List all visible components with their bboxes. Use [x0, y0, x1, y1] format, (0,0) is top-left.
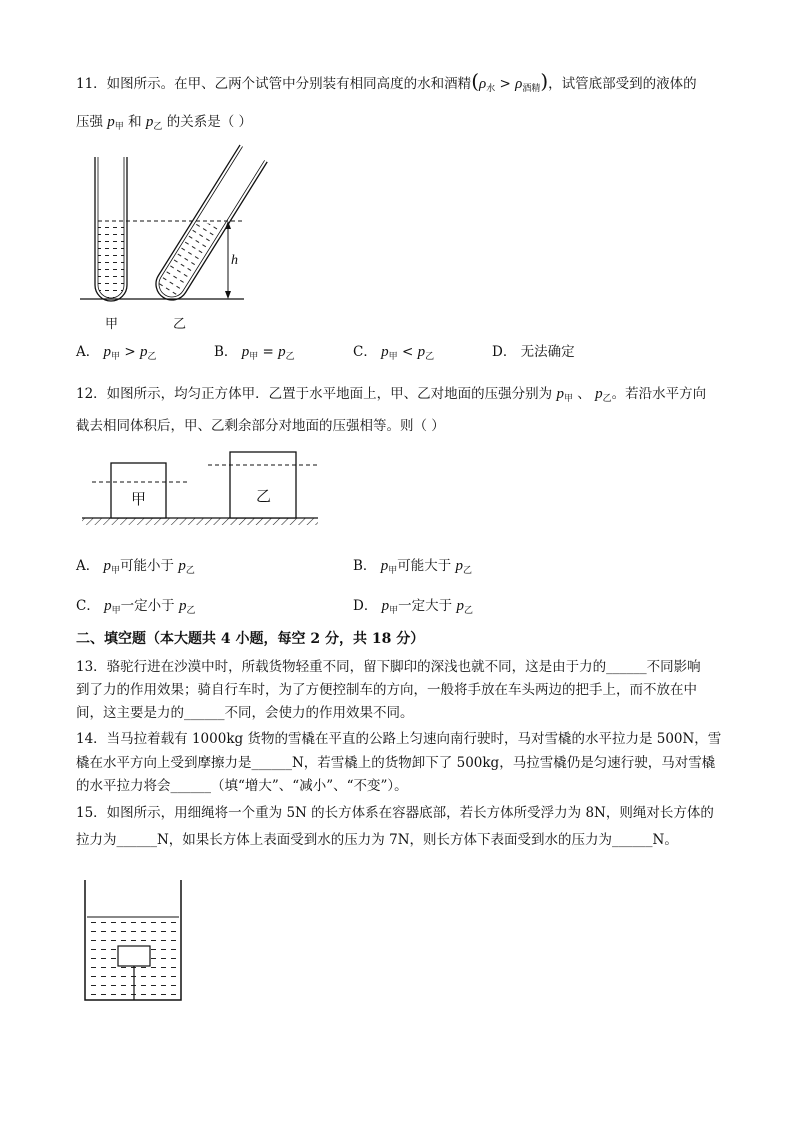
sub-jia: 甲	[388, 566, 398, 576]
q14-line: 14．当马拉着载有 1000kg 货物的雪橇在平直的公路上匀速向南行驶时，马对雪橇的水平拉力是 500N，雪	[76, 731, 722, 747]
section-heading: 二、填空题（本大题共 4 小题，每空 2 分，共 18 分）	[76, 631, 425, 647]
q12-line1-a: 12．如图所示，均匀正方体甲．乙置于水平地面上，甲、乙对地面的压强分别为	[76, 386, 553, 402]
p-symbol: p	[278, 344, 286, 360]
option-text: 可能大于	[397, 558, 452, 574]
option-label: A．	[76, 558, 100, 574]
sub-yi: 乙	[185, 566, 195, 576]
relation-sign: >	[124, 344, 136, 360]
cube-yi-label: 乙	[256, 487, 272, 505]
option-label: C．	[353, 344, 377, 360]
sub-yi: 乙	[285, 352, 295, 362]
option-label: C．	[76, 598, 100, 614]
q15-line: 15．如图所示，用细绳将一个重为 5N 的长方体系在容器底部，若长方体所受浮力为 8N，则绳对长方体的	[76, 805, 714, 821]
q12-line1-b: 。若沿水平方向	[611, 386, 707, 402]
paren-close: )	[540, 69, 549, 93]
paren-open: (	[471, 69, 479, 93]
tube-jia-label: 甲	[105, 317, 119, 332]
p-symbol: p	[456, 598, 464, 614]
sub-yi: 乙	[602, 394, 612, 404]
q13-line: 13．骆驼行进在沙漠中时，所载货物轻重不同，留下脚印的深浅也就不同，这是由于力的______不同影响	[76, 659, 701, 675]
sub-jia: 甲	[563, 394, 573, 404]
sub-yi: 乙	[463, 566, 473, 576]
sub-yi: 乙	[425, 352, 435, 362]
p-symbol: p	[107, 114, 115, 130]
sub-jia: 甲	[111, 352, 121, 362]
p-symbol: p	[178, 558, 186, 574]
q14-line: 橇在水平方向上受到摩擦力是______N，若雪橇上的货物卸下了 500kg，马拉雪橇仍是匀速行驶，马对雪橇	[76, 755, 716, 771]
q11-stem-b: ，试管底部受到的液体的	[548, 76, 697, 92]
sub-yi: 乙	[186, 606, 196, 616]
sub-jia: 甲	[389, 606, 399, 616]
option-label: D．	[353, 598, 378, 614]
p-symbol: p	[417, 344, 426, 360]
p-symbol: p	[241, 344, 250, 360]
q11-line2-b: 的关系是（ ）	[166, 114, 253, 130]
sub-water: 水	[486, 84, 496, 94]
q11-stem-a: 11．如图所示。在甲、乙两个试管中分别装有相同高度的水和酒精	[76, 76, 472, 92]
option-label: B．	[214, 344, 238, 360]
p-symbol: p	[178, 598, 187, 614]
separator: 、	[577, 386, 591, 402]
option-text: 无法确定	[520, 344, 575, 360]
tube-yi-label: 乙	[173, 317, 187, 332]
q12-line2: 截去相同体积后，甲、乙剩余部分对地面的压强相等。则（ ）	[76, 418, 445, 434]
h-label: h	[231, 253, 238, 268]
sub-yi: 乙	[153, 122, 163, 132]
q11-line2-a: 压强	[76, 114, 103, 130]
rho-symbol: ρ	[479, 76, 487, 92]
sub-jia: 甲	[111, 606, 121, 616]
p-symbol: p	[595, 386, 603, 402]
p-symbol: p	[103, 558, 112, 574]
p-symbol: p	[455, 558, 464, 574]
sub-yi: 乙	[147, 352, 157, 362]
p-symbol: p	[381, 344, 389, 360]
q13-line: 到了力的作用效果；骑自行车时，为了方便控制车的方向，一般将手放在车头两边的把手上，而不放在中	[76, 682, 697, 698]
q15-line: 拉力为______N，如果长方体上表面受到水的压力为 7N，则长方体下表面受到水的压力为______N。	[76, 832, 678, 848]
option-text: 可能小于	[120, 558, 175, 574]
sub-yi: 乙	[463, 606, 473, 616]
p-symbol: p	[103, 344, 112, 360]
option-label: B．	[353, 558, 377, 574]
p-symbol: p	[104, 598, 112, 614]
relation-sign: =	[262, 344, 274, 360]
option-text: 一定小于	[120, 598, 175, 614]
p-symbol: p	[139, 344, 148, 360]
p-symbol: p	[380, 558, 389, 574]
option-text: 一定大于	[398, 598, 453, 614]
sub-alcohol: 酒精	[522, 84, 541, 94]
sub-jia: 甲	[249, 352, 259, 362]
and-word: 和	[128, 114, 142, 130]
sub-jia: 甲	[388, 352, 398, 362]
block	[118, 946, 150, 966]
p-symbol: p	[145, 114, 154, 130]
relation-sign: <	[401, 344, 414, 360]
q13-line: 间，这主要是力的______不同，会使力的作用效果不同。	[76, 705, 414, 721]
option-label: D．	[492, 344, 517, 360]
option-label: A．	[76, 344, 100, 360]
sub-jia: 甲	[114, 122, 124, 132]
cube-jia-label: 甲	[131, 490, 147, 508]
p-symbol: p	[381, 598, 390, 614]
sub-jia: 甲	[111, 566, 121, 576]
gt-sign: >	[499, 76, 511, 92]
rho-symbol: ρ	[515, 76, 523, 92]
p-symbol: p	[556, 386, 564, 402]
q14-line: 的水平拉力将会______（填“增大”、“减小”、“不变”）。	[76, 778, 408, 794]
